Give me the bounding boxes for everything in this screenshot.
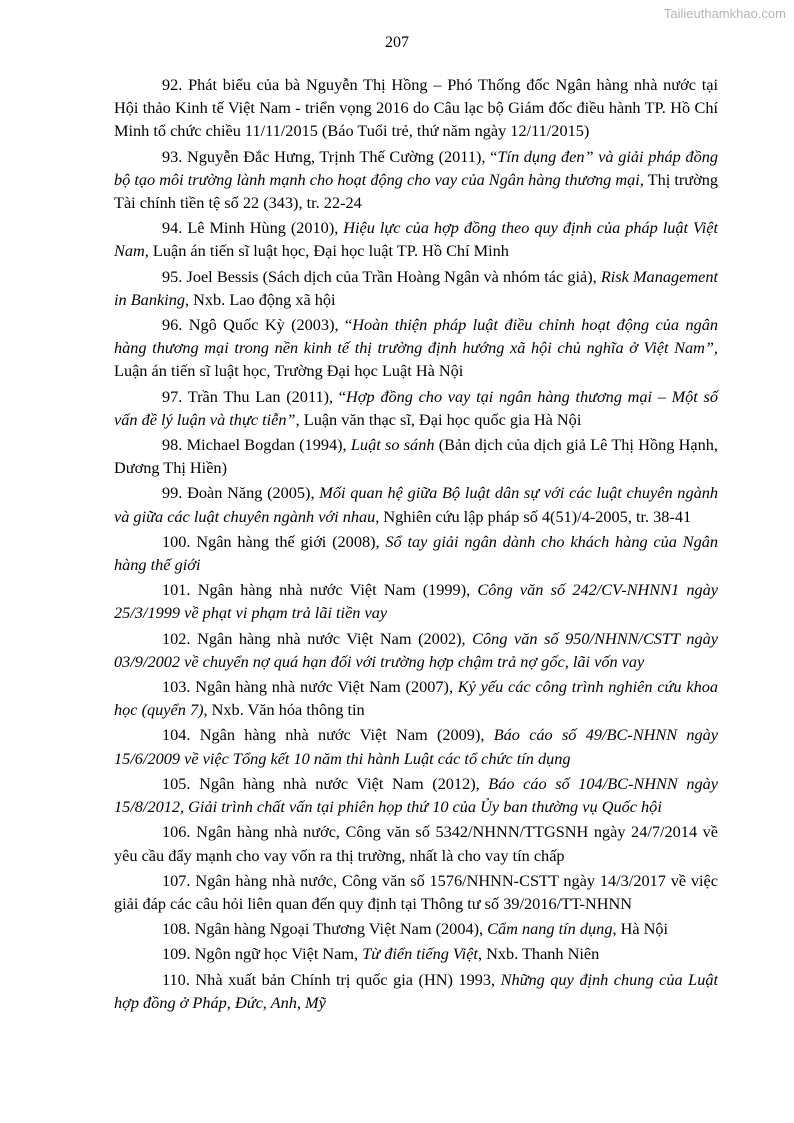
reference-item: [114, 73, 718, 143]
reference-title: Hoàn thiện pháp luật điều chỉnh hoạt động của ngân hàng thương mại trong nền kinh tế thị trường định hướng xã hội chủ nghĩa ở Việt Nam”,: [114, 315, 719, 358]
reference-number: 101.: [162, 580, 191, 600]
reference-source: , Luận văn thạc sĩ, Đại học quốc gia Hà Nội: [295, 409, 582, 429]
reference-source: , Nxb. Thanh Niên: [477, 944, 600, 964]
reference-title: Cẩm nang tín dụng: [487, 919, 613, 939]
reference-number: 108.: [162, 919, 191, 939]
reference-text: Ngô Quốc Kỳ (2003), “: [188, 315, 353, 335]
reference-number: 94.: [162, 218, 183, 238]
reference-item: [114, 216, 718, 262]
reference-item: [114, 820, 718, 866]
reference-item: [114, 578, 718, 624]
reference-source: , Thị trường Tài chính tiền tệ số 22 (343), tr. 22-24: [114, 169, 718, 213]
reference-number: 95.: [162, 266, 183, 286]
reference-item: [114, 772, 718, 818]
reference-text: Ngân hàng Ngoại Thương Việt Nam (2004),: [194, 919, 488, 939]
reference-item: [114, 917, 718, 940]
reference-title: Luật so sánh: [350, 435, 435, 455]
reference-title: Hợp đồng cho vay tại ngân hàng thương mại – Một số vấn đề lý luận và thực tiễn”: [114, 386, 718, 429]
reference-title: Mối quan hệ giữa Bộ luật dân sự với các luật chuyên ngành và giữa các luật chuyên ngành với nhau,: [114, 483, 719, 526]
reference-number: 97.: [162, 386, 183, 406]
reference-text: Ngân hàng nhà nước Việt Nam (2009),: [199, 725, 494, 745]
reference-text: Đoàn Năng (2005),: [187, 483, 320, 503]
reference-number: 92.: [162, 75, 183, 94]
reference-number: 110.: [162, 969, 190, 989]
reference-number: 109.: [162, 944, 191, 964]
reference-item: [114, 530, 718, 576]
reference-number: 104.: [162, 725, 191, 745]
reference-title: Sổ tay giải ngân dành cho khách hàng của Ngân hàng thế giới: [114, 531, 718, 575]
reference-text: Ngân hàng nhà nước Việt Nam (1999),: [197, 580, 478, 600]
reference-title: Báo cáo số 49/BC-NHNN ngày 15/6/2009 về việc Tổng kết 10 năm thi hành Luật các tổ chức tín dụng: [114, 725, 718, 768]
page-number: 207: [385, 34, 409, 51]
reference-title: Những quy định chung của Luật hợp đồng ở Pháp, Đức, Anh, Mỹ: [114, 969, 718, 1012]
reference-item: [114, 942, 718, 965]
reference-item: [114, 869, 718, 915]
reference-text: Nguyễn Đắc Hưng, Trịnh Thế Cường (2011), “: [187, 146, 498, 166]
reference-source: Nghiên cứu lập pháp số 4(51)/4-2005, tr. 38-41: [379, 506, 692, 526]
reference-source: Luận án tiến sĩ luật học, Đại học luật TP. Hồ Chí Minh: [148, 241, 509, 261]
reference-number: 106.: [162, 822, 191, 842]
reference-title: Công văn số 950/NHNN/CSTT ngày 03/9/2002 về chuyển nợ quá hạn đối với trường hợp chậm trả nợ gốc, lãi vốn vay: [114, 628, 718, 671]
reference-source: (Bản dịch của dịch giả Lê Thị Hồng Hạnh, Dương Thị Hiền): [114, 435, 718, 478]
reference-number: 105.: [162, 773, 191, 793]
reference-number: 99.: [162, 483, 183, 503]
reference-text: Phát biểu của bà Nguyễn Thị Hồng – Phó Thống đốc Ngân hàng nhà nước tại Hội thảo Kinh tế Việt Nam - triển vọng 2016 do Câu lạc bộ Giám đốc điều hành TP. Hồ Chí Minh tổ chức chiều 11/11/2015 (Báo Tuổi trẻ, thứ năm ngày 12/11/2015): [114, 75, 718, 141]
reference-number: 98.: [162, 435, 183, 455]
reference-text: Trần Thu Lan (2011), “: [187, 386, 347, 406]
reference-text: Ngân hàng nhà nước Việt Nam (2002),: [197, 628, 473, 648]
reference-text: Ngân hàng thế giới (2008),: [196, 531, 386, 551]
reference-number: 103.: [162, 677, 191, 697]
reference-item: [114, 433, 718, 479]
reference-source: , Nxb. Văn hóa thông tin: [203, 700, 365, 720]
reference-item: [114, 723, 718, 769]
reference-source: Luận án tiến sĩ luật học, Trường Đại học Luật Hà Nội: [114, 361, 464, 381]
watermark: Tailieuthamkhao.com: [663, 6, 786, 21]
reference-title: Risk Management in Banking: [114, 266, 718, 309]
reference-item: [114, 627, 718, 673]
reference-number: 100.: [162, 531, 191, 551]
reference-number: 107.: [162, 870, 191, 890]
reference-text: Ngân hàng nhà nước, Công văn số 5342/NHNN/TTGSNH ngày 24/7/2014 về yêu cầu đẩy mạnh cho vay vốn ra thị trường, nhất là cho vay tín chấp: [114, 822, 719, 865]
reference-item: [114, 481, 718, 527]
reference-text: Joel Bessis (Sách dịch của Trần Hoàng Ngân và nhóm tác giả),: [186, 266, 601, 286]
reference-title: Kỷ yếu các công trình nghiên cứu khoa học (quyển 7): [114, 677, 718, 720]
reference-number: 96.: [162, 315, 183, 335]
reference-text: Ngôn ngữ học Việt Nam,: [194, 944, 363, 964]
reference-text: Nhà xuất bản Chính trị quốc gia (HN) 1993,: [195, 969, 501, 989]
reference-item: [114, 313, 718, 383]
reference-text: Lê Minh Hùng (2010),: [187, 218, 344, 238]
reference-text: Ngân hàng nhà nước Việt Nam (2007),: [195, 677, 458, 697]
reference-source: , Hà Nội: [612, 919, 669, 939]
reference-text: Ngân hàng nhà nước Việt Nam (2012),: [199, 773, 489, 793]
reference-title: Từ điển tiếng Việt: [362, 944, 478, 964]
reference-item: [114, 968, 718, 1014]
reference-title: Hiệu lực của hợp đồng theo quy định của pháp luật Việt Nam,: [114, 218, 719, 261]
reference-text: Michael Bogdan (1994),: [186, 435, 351, 455]
reference-item: [114, 265, 718, 311]
reference-source: , Nxb. Lao động xã hội: [185, 289, 336, 309]
reference-title: Tín dụng đen” và giải pháp đồng bộ tạo môi trường lành mạnh cho hoạt động cho vay của Ngân hàng thương mại: [114, 146, 718, 189]
reference-number: 93.: [162, 146, 183, 166]
reference-text: Ngân hàng nhà nước, Công văn số 1576/NHNN-CSTT ngày 14/3/2017 về việc giải đáp các câu hỏi liên quan đến quy định tại Thông tư số 39/2016/TT-NHNN: [114, 870, 718, 913]
reference-item: [114, 385, 718, 431]
reference-title: Báo cáo số 104/BC-NHNN ngày 15/8/2012, Giải trình chất vấn tại phiên họp thứ 10 của Ủy ban thường vụ Quốc hội: [114, 773, 718, 817]
reference-list: [114, 73, 718, 1016]
reference-title: Công văn số 242/CV-NHNN1 ngày 25/3/1999 về phạt vi phạm trả lãi tiền vay: [114, 580, 718, 623]
reference-item: [114, 145, 718, 215]
reference-item: [114, 675, 718, 721]
reference-number: 102.: [162, 628, 191, 648]
